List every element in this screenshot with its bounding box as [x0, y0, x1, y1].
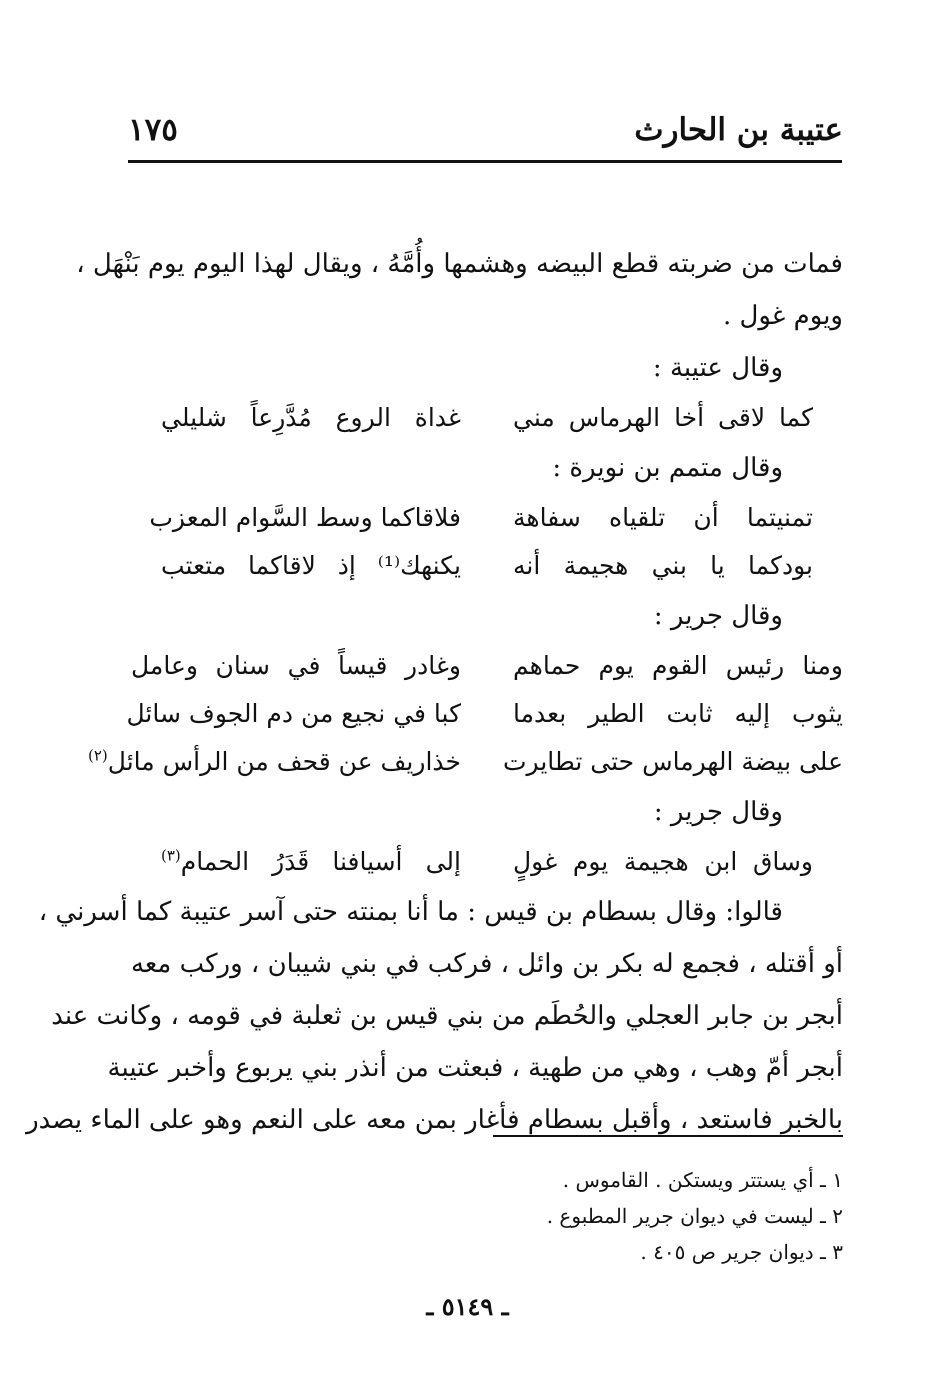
- verse-line: [131, 642, 843, 690]
- footnote-ref: (٢): [87, 746, 108, 765]
- header-rule: [128, 160, 842, 163]
- verse-intro: وقال متمم بن نويرة :: [552, 453, 783, 483]
- verse-line: [131, 542, 843, 590]
- verse-intro: وقال جرير :: [653, 601, 783, 631]
- verse-first-hemistich: كما لاقى أخا الهرماس مني: [513, 403, 813, 432]
- footnotes: [243, 1162, 843, 1270]
- verse-line: [126, 690, 843, 738]
- verse-second-hemistich: [161, 838, 461, 886]
- verse-first-hemistich: يثوب إليه ثابت الطير بعدما: [513, 699, 843, 728]
- prose-line: فمات من ضربته قطع البيضه وهشمها وأُمَّهُ ، ويقال لهذا اليوم يوم بَنْهَل ،: [76, 249, 843, 279]
- prose-line: ويوم غول .: [722, 301, 843, 331]
- footnote: ١ ـ أي يستتر ويستكن . القاموس .: [562, 1168, 843, 1192]
- verse-intro: وقال عتيبة :: [652, 353, 783, 383]
- prose-line: بالخبر فاستعد ، وأقبل بسطام فأغار بمن معه على النعم وهو على الماء يصدر: [26, 1105, 843, 1135]
- folio-number: ـ ٥١٤٩ ـ: [426, 1292, 509, 1321]
- verse-second-hemistich: [87, 738, 461, 786]
- verse-line: [131, 394, 843, 442]
- verse-second-hemistich: غداة الروع مُدَّرِعاً شليلي: [161, 403, 461, 432]
- verse-text: خذاريف عن قحف من الرأس مائل: [107, 747, 461, 776]
- verse-second-hemistich: فلاقاكما وسط السَّوام المعزب: [149, 503, 461, 532]
- verse-first-hemistich: وساق ابن هجيمة يوم غولٍ: [513, 847, 813, 876]
- running-title: عتيبة بن الحارث: [634, 112, 843, 148]
- footnote: ٢ ـ ليست في ديوان جرير المطبوع .: [546, 1204, 843, 1228]
- verse-first-hemistich: بودكما يا بني هجيمة أنه: [513, 551, 813, 580]
- page-number: ١٧٥: [128, 112, 178, 148]
- verse-line: [131, 494, 843, 542]
- prose-line: أو أقتله ، فجمع له بكر بن وائل ، فركب في بني شيبان ، وركب معه: [130, 949, 843, 979]
- verse-first-hemistich: تمنيتما أن تلقياه سفاهة: [513, 503, 813, 532]
- footnote-ref: (٣): [161, 846, 181, 865]
- verse-second-hemistich: يكنهك⁽¹⁾ إذ لاقاكما متعتب: [161, 551, 461, 580]
- prose-line: أبجر أمّ وهب ، وهي من طهية ، فبعثت من أنذر بني يربوع وأخبر عتيبة: [107, 1053, 843, 1083]
- verse-first-hemistich: على بيضة الهرماس حتى تطايرت: [502, 747, 843, 776]
- verse-second-hemistich: كبا في نجيع من دم الجوف سائل: [126, 699, 461, 728]
- footnote: ٣ ـ ديوان جرير ص ٤٠٥ .: [640, 1240, 843, 1264]
- verse-first-hemistich: ومنا رئيس القوم يوم حماهم: [513, 651, 843, 680]
- footnote-rule: [493, 1135, 843, 1137]
- prose-line: أبجر بن جابر العجلي والحُطَم من بني قيس بن ثعلبة في قومه ، وكانت عند: [51, 1001, 843, 1031]
- verse-second-hemistich: وغادر قيساً في سنان وعامل: [131, 651, 461, 680]
- verse-text: إلى أسيافنا قَدَرُ الحمام: [180, 847, 461, 876]
- verse-line: [87, 738, 843, 786]
- prose-line: قالوا: وقال بسطام بن قيس : ما أنا بمنته حتى آسر عتيبة كما أسرني ،: [38, 897, 783, 927]
- verse-intro: وقال جرير :: [653, 797, 783, 827]
- verse-line: [131, 838, 843, 886]
- main-text: [26, 238, 843, 1146]
